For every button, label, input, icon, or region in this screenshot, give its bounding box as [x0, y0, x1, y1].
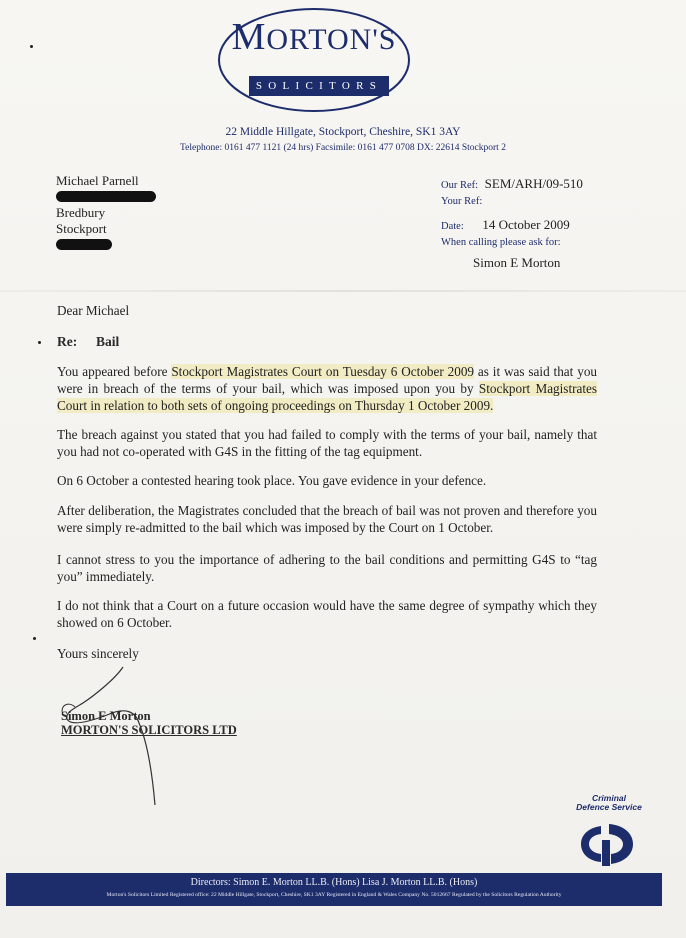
re-subject: Bail: [96, 334, 120, 349]
signatory-name: Simon E Morton: [61, 709, 151, 723]
paper-fold: [0, 290, 686, 292]
paragraph-6: I do not think that a Court on a future occasion would have the same degree of sympathy which they showed on 6 October.: [57, 598, 597, 630]
signatory-firm: MORTON'S SOLICITORS LTD: [61, 723, 237, 737]
our-ref-value: SEM/ARH/09-510: [484, 176, 583, 191]
closing: Yours sincerely: [57, 646, 139, 661]
logo-firm-name: MORTON'S: [231, 16, 397, 58]
handwritten-signature: [55, 655, 175, 835]
firm-logo: [217, 6, 411, 114]
recipient-name: Michael Parnell: [56, 173, 139, 188]
ask-for-name: Simon E Morton: [473, 255, 561, 270]
paragraph-2: The breach against you stated that you had failed to comply with the terms of your bail, namely that you had not co-operated with G4S in the fitting of the tag equipment.: [57, 427, 597, 459]
footer-band: [6, 873, 662, 906]
recipient-address: [56, 173, 156, 253]
criminal-defence-service-badge: Criminal Defence Service: [576, 793, 642, 812]
paragraph-3: On 6 October a contested hearing took place. You gave evidence in your defence.: [57, 473, 487, 488]
date-label: Date:: [441, 221, 464, 232]
highlighted-text: Stockport Magistrates Court on Tuesday 6 October 2009: [171, 364, 475, 379]
recipient-city: Stockport: [56, 221, 107, 236]
logo-firm-type: SOLICITORS: [249, 76, 389, 96]
redacted-postcode: [56, 237, 156, 253]
letter-date: 14 October 2009: [482, 217, 570, 232]
paper-speck: [38, 341, 41, 344]
paper-speck: [30, 45, 33, 48]
salutation: Dear Michael: [57, 303, 130, 318]
re-label: Re:: [57, 334, 78, 349]
firm-address: 22 Middle Hillgate, Stockport, Cheshire, SK1 3AY: [225, 126, 461, 138]
highlighted-text: Stockport Magistrates Court in relation to both sets of ongoing proceedings on Thursday 1 October 2009.: [57, 381, 597, 413]
our-ref-label: Our Ref:: [441, 180, 479, 191]
cds-logo-icon: [579, 820, 635, 866]
paragraph-4: After deliberation, the Magistrates concluded that the breach of bail was not proven and therefore you were simply re-admitted to the bail which was imposed by the Court on 1 October.: [57, 503, 597, 535]
your-ref-label: Your Ref:: [441, 196, 483, 207]
ask-for-label: When calling please ask for:: [441, 237, 561, 248]
footer-registration: Morton's Solicitors Limited Registered office: 22 Middle Hillgate, Stockport, Cheshire, SK1 3AY Registered in England & Wales Company No. 5012667 Regulated by the Solicitors Regulation Authority: [106, 892, 562, 898]
paragraph-1: You appeared before Stockport Magistrates Court on Tuesday 6 October 2009 as it was said that you were in breach of the terms of your bail, which was imposed upon you by Stockport Magistrates Court in relation to both sets of ongoing proceedings on Thursday 1 October 2009.: [57, 364, 598, 413]
paragraph-5: I cannot stress to you the importance of adhering to the bail conditions and permitting G4S to “tag you” immediately.: [57, 552, 597, 584]
firm-contact: Telephone: 0161 477 1121 (24 hrs) Facsimile: 0161 477 0708 DX: 22614 Stockport 2: [180, 143, 506, 153]
redacted-street: [56, 189, 156, 205]
recipient-town: Bredbury: [56, 205, 106, 220]
footer-directors: Directors: Simon E. Morton LL.B. (Hons) Lisa J. Morton LL.B. (Hons): [190, 877, 478, 888]
paper-speck: [33, 637, 36, 640]
